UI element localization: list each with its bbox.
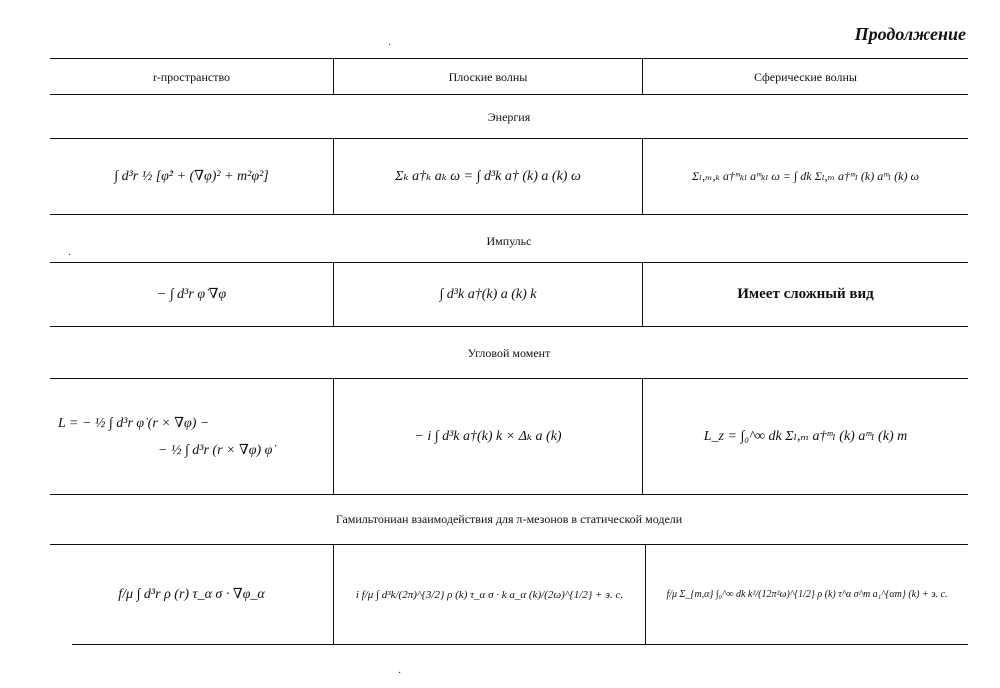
hamiltonian-plane-waves-formula: i f/μ ∫ d³k/(2π)^{3/2} ρ (k) τ_α σ · k a_α (k)/(2ω)^{1/2} + э. с. — [355, 588, 624, 601]
scan-speck: · — [388, 40, 392, 51]
energy-row-rule — [50, 214, 968, 215]
hamiltonian-r-space-formula: f/μ ∫ d³r ρ (r) τ_α σ · ∇φ_α — [118, 587, 265, 602]
header-rule — [50, 94, 968, 95]
hamiltonian-spherical-waves-formula: f/μ Σ_{m,α} ∫₀^∞ dk k²/(12π²ω)^{1/2} ρ (k) τ^α σ^m a₁^{αm} (k) + э. с. — [666, 589, 948, 600]
angular-row-rule — [50, 494, 968, 495]
energy-spherical-waves-formula: Σₗ,ₘ,ₖ a†ᵐₖₗ aᵐₖₗ ω = ∫ dk Σₗ,ₘ a†ᵐₗ (k) aᵐₗ (k) ω — [692, 169, 919, 183]
momentum-plane-waves-formula: ∫ d³k a†(k) a (k) k — [439, 286, 537, 302]
section-title-energy: Энергия — [487, 110, 531, 124]
angular-r-space-line-2: − ½ ∫ d³r (r × ∇φ) φ̇ — [158, 442, 273, 458]
table-top-rule — [50, 58, 968, 59]
angular-r-space-formula — [50, 379, 333, 494]
angular-spherical-waves-formula: L_z = ∫₀^∞ dk Σₗ,ₘ a†ᵐₗ (k) aᵐₗ (k) m — [703, 429, 908, 444]
momentum-spherical-waves-text: Имеет сложный вид — [737, 286, 874, 302]
header-plane-waves: Плоские волны — [448, 69, 528, 84]
section-title-angular-momentum: Угловой момент — [467, 346, 551, 360]
momentum-row-rule — [50, 326, 968, 327]
scan-speck: · — [68, 250, 72, 261]
energy-r-space-formula: ∫ d³r ½ [φ̇² + (∇φ)² + m²φ²] — [114, 169, 269, 184]
table-bottom-rule — [72, 644, 968, 645]
angular-plane-waves-formula: − i ∫ d³k a†(k) k × Δₖ a (k) — [414, 429, 562, 444]
energy-plane-waves-formula: Σₖ a†ₖ aₖ ω = ∫ d³k a† (k) a (k) ω — [395, 169, 581, 184]
section-title-hamiltonian: Гамильтониан взаимодействия для π-мезонов в статической модели — [335, 512, 683, 526]
continuation-label: Продолжение — [854, 24, 966, 44]
angular-r-space-line-1: L = − ½ ∫ d³r φ̇ (r × ∇φ) − — [58, 415, 210, 431]
header-r-space: r-пространство — [152, 69, 231, 84]
section-title-momentum: Импульс — [486, 234, 532, 248]
header-spherical-waves: Сферические волны — [754, 69, 857, 84]
momentum-r-space-formula: − ∫ d³r φ̇ ∇φ — [156, 287, 227, 302]
scan-speck: · — [398, 668, 402, 679]
